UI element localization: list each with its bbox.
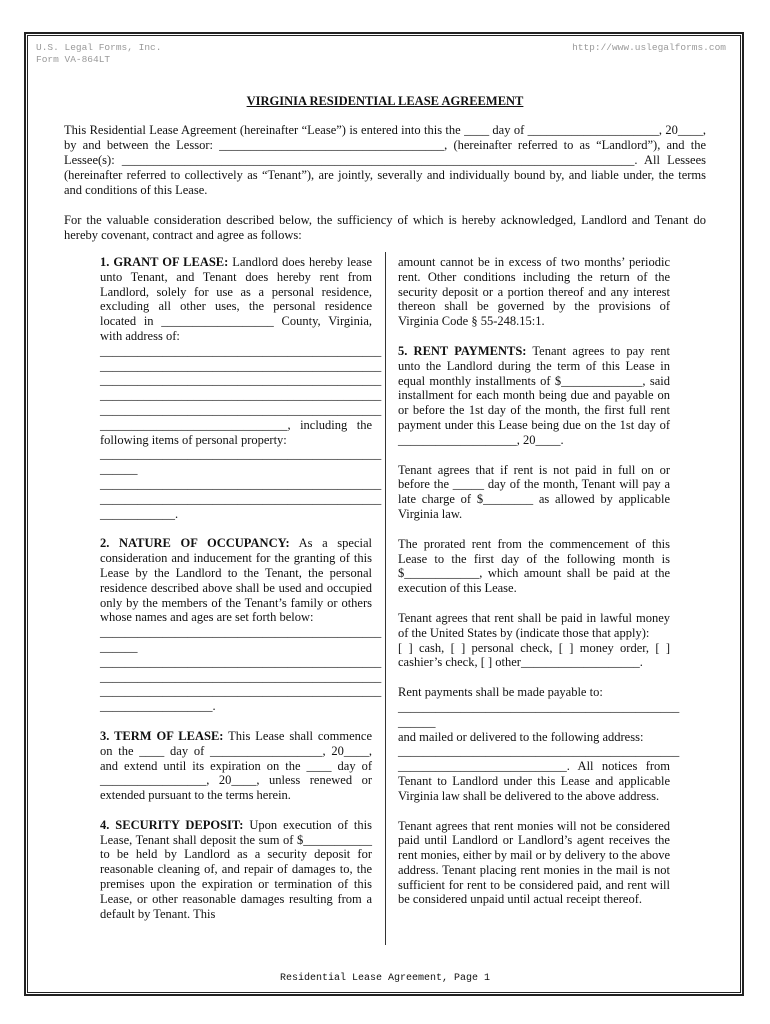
intro-paragraph-2: For the valuable consideration described below, the sufficiency of which is hereby acknowledged, Landlord and Tenant do hereby covenant, contract and agree as follows: [64, 213, 706, 242]
section-2-heading: 2. NATURE OF OCCUPANCY: [100, 536, 290, 551]
address-line[interactable]: _____________________________________________ [398, 744, 680, 759]
section-3-heading: 3. TERM OF LEASE: [100, 728, 224, 743]
address-line[interactable]: _____________________________________________ [100, 402, 382, 417]
section-grant-of-lease [100, 255, 382, 521]
company-name: U.S. Legal Forms, Inc. [36, 42, 162, 53]
payable-to-paragraph [398, 685, 680, 803]
section-5-body: Tenant agrees to pay rent unto the Landlord during the term of this Lease in equal monthly installments of $_____________, said installment for each month being due and payable on or before the 1st day of the month, the first full rent payment under this Lease being due on the 1st day of ___________________, 20____. [398, 343, 671, 447]
page-footer: Residential Lease Agreement, Page 1 [279, 973, 491, 984]
header-url[interactable]: http://www.uslegalforms.com [572, 42, 726, 53]
header-left [36, 42, 161, 66]
occupant-line[interactable]: _____________________________________________ [100, 654, 382, 669]
intro-paragraph-1: This Residential Lease Agreement (hereinafter “Lease”) is entered into this the ____ day of _____________________, 20____, by and between the Lessor: ____________________________________, (hereinafter referred to as “Landlord”), and the Lessee(s): __________________________________________________________________________________. All Lessees (hereinafter referred to collectively as “Tenant”), are jointly, severally and individually bound by, and liable under, the terms and conditions of this Lease. [64, 123, 706, 197]
occupant-line[interactable]: _____________________________________________ [100, 669, 382, 684]
rent-monies-paragraph: Tenant agrees that rent monies will not be considered paid until Landlord or Landlord’s agent receives the rent monies, either by mail or by delivery to the above address. Tenant placing rent monies in the mail is not sufficient for rent to be considered paid, and rent will be considered unpaid until actual receipt thereof. [398, 818, 670, 907]
late-charge-paragraph: Tenant agrees that if rent is not paid in full on or before the _____ day of the month, Tenant will pay a late charge of $________ as allowed by applicable Virginia law. [398, 462, 670, 521]
payable-to-line[interactable]: _____________________________________________ ______ [398, 699, 680, 729]
column-divider [385, 252, 386, 945]
document-title: VIRGINIA RESIDENTIAL LEASE AGREEMENT [246, 94, 524, 108]
section-security-deposit [100, 818, 372, 922]
payment-method-options[interactable]: [ ] cash, [ ] personal check, [ ] money order, [ ] cashier’s check, [ ] other___________________. [398, 640, 670, 670]
property-line[interactable]: _____________________________________________ ______ [100, 447, 382, 477]
payable-to-text: Rent payments shall be made payable to: [398, 685, 603, 700]
notices-text: ___________________________. All notices from Tenant to Landlord under this Lease and applicable Virginia law shall be delivered to the above address. [398, 759, 670, 803]
section-5-heading: 5. RENT PAYMENTS: [398, 343, 527, 358]
right-column [398, 255, 680, 922]
section-term-of-lease [100, 729, 372, 803]
payment-method-paragraph [398, 611, 670, 670]
section-1-body: Landlord does hereby lease unto Tenant, and Tenant does hereby rent from Landlord, solely for use as a personal residence, excluding all other uses, the personal residence located in __________________ County, Virginia, with address of: [100, 255, 372, 343]
intro-section [64, 123, 706, 258]
occupant-line[interactable]: _____________________________________________ __________________. [100, 684, 382, 714]
mailed-to-text: and mailed or delivered to the following address: [398, 729, 644, 744]
address-line[interactable]: _____________________________________________ [100, 358, 382, 373]
property-line[interactable]: _____________________________________________ ____________. [100, 491, 382, 521]
security-deposit-continued: amount cannot be in excess of two months’ periodic rent. Other conditions including the return of the security deposit or a portion thereof and any interest thereon shall be governed by the provisions of Virginia Code § 55-248.15:1. [398, 255, 670, 329]
address-line[interactable]: _____________________________________________ [100, 388, 382, 403]
address-line[interactable]: _____________________________________________ [100, 373, 382, 388]
payment-method-text: Tenant agrees that rent shall be paid in lawful money of the United States by (indicate those that apply): [398, 610, 670, 640]
section-4-heading: 4. SECURITY DEPOSIT: [100, 817, 244, 832]
section-4-body: Upon execution of this Lease, Tenant shall deposit the sum of $___________ to be held by Landlord as a security deposit for reasonable cleaning of, and repair of damages to, the premises upon the expiration or termination of this Lease, or other reasonable damages resulting from a default by Tenant. This [100, 817, 372, 921]
left-column [100, 255, 382, 936]
property-line[interactable]: _____________________________________________ [100, 476, 382, 491]
section-rent-payments [398, 344, 670, 448]
address-line[interactable]: _____________________________________________ [100, 343, 382, 358]
section-1-heading: 1. GRANT OF LEASE: [100, 255, 229, 269]
section-3-body: This Lease shall commence on the ____ day of __________________, 20____, and extend until its expiration on the ____ day of _________________, 20____, unless renewed or extended pursuant to the terms herein. [100, 728, 373, 803]
section-nature-of-occupancy [100, 536, 382, 714]
section-2-body: As a special consideration and inducement for the granting of this Lease by the Landlord to the Tenant, the personal residence described above shall be used and occupied only by the members of the Tenant’s family or others whose names and ages are set forth below: [100, 536, 372, 625]
occupant-line[interactable]: _____________________________________________ ______ [100, 625, 382, 654]
form-id: Form VA-864LT [36, 54, 111, 65]
including-property-text: ______________________________, including the following items of personal property: [100, 417, 372, 447]
prorated-rent-paragraph: The prorated rent from the commencement of this Lease to the first day of the following month is $____________, which amount shall be paid at the execution of this Lease. [398, 536, 670, 596]
